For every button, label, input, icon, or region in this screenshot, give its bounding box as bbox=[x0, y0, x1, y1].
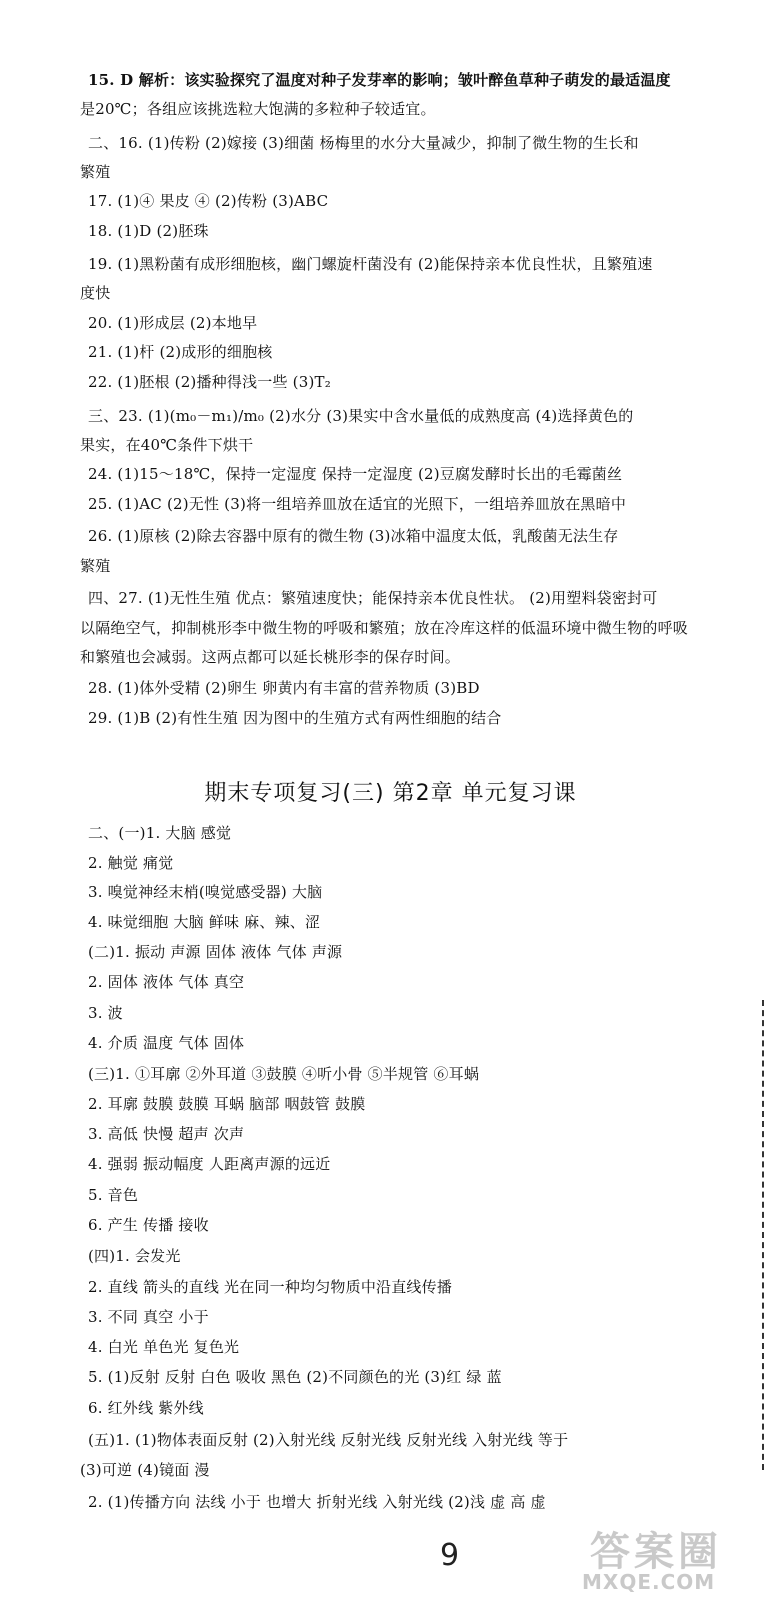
answer-line-28: 28. (1)体外受精 (2)卵生 卵黄内有丰富的营养物质 (3)BD bbox=[88, 679, 480, 697]
review-line-17: 3. 不同 真空 小于 bbox=[88, 1308, 209, 1326]
review-line-19: 5. (1)反射 反射 白色 吸收 黑色 (2)不同颜色的光 (3)红 绿 蓝 bbox=[88, 1368, 502, 1386]
answer-line-27-cont1: 以隔绝空气，抑制桃形李中微生物的呼吸和繁殖；放在冷库这样的低温环境中微生物的呼吸 bbox=[80, 619, 689, 637]
answer-line-29: 29. (1)B (2)有性生殖 因为图中的生殖方式有两性细胞的结合 bbox=[88, 709, 502, 727]
review-line-16: 2. 直线 箭头的直线 光在同一种均匀物质中沿直线传播 bbox=[88, 1278, 453, 1296]
review-line-1: 二、(一)1. 大脑 感觉 bbox=[88, 824, 232, 842]
site-watermark bbox=[578, 1520, 768, 1598]
review-line-6: 2. 固体 液体 气体 真空 bbox=[88, 973, 245, 991]
answer-line-26: 26. (1)原核 (2)除去容器中原有的微生物 (3)冰箱中温度太低，乳酸菌无法生存 bbox=[88, 527, 619, 545]
section-heading: 期末专项复习(三) 第2章 单元复习课 bbox=[204, 781, 577, 806]
review-line-5: (二)1. 振动 声源 固体 液体 气体 声源 bbox=[88, 943, 343, 961]
answer-line-21: 21. (1)杆 (2)成形的细胞核 bbox=[88, 343, 273, 361]
answer-line-24: 24. (1)15～18℃，保持一定湿度 保持一定湿度 (2)豆腐发酵时长出的毛霉菌丝 bbox=[88, 465, 623, 483]
review-line-10: 2. 耳廓 鼓膜 鼓膜 耳蜗 脑部 咽鼓管 鼓膜 bbox=[88, 1095, 366, 1113]
answer-line-27-cont2: 和繁殖也会减弱。这两点都可以延长桃形李的保存时间。 bbox=[80, 648, 461, 666]
answer-line-25: 25. (1)AC (2)无性 (3)将一组培养皿放在适宜的光照下，一组培养皿放在黑暗中 bbox=[88, 495, 627, 513]
answer-line-19: 19. (1)黑粉菌有成形细胞核，幽门螺旋杆菌没有 (2)能保持亲本优良性状，且繁殖速 bbox=[88, 255, 653, 273]
review-line-12: 4. 强弱 振动幅度 人距离声源的远近 bbox=[88, 1155, 331, 1173]
watermark-cn: 答案圈 bbox=[590, 1529, 722, 1575]
review-line-21-cont: (3)可逆 (4)镜面 漫 bbox=[80, 1461, 210, 1479]
review-line-3: 3. 嗅觉神经末梢(嗅觉感受器) 大脑 bbox=[88, 883, 323, 901]
answer-line-27: 四、27. (1)无性生殖 优点：繁殖速度快；能保持亲本优良性状。 (2)用塑料袋密封可 bbox=[88, 589, 658, 607]
answer-line-23: 三、23. (1)(m₀－m₁)/m₀ (2)水分 (3)果实中含水量低的成熟度高 (4)选择黄色的 bbox=[88, 407, 634, 425]
answer-line-22: 22. (1)胚根 (2)播种得浅一些 (3)T₂ bbox=[88, 373, 331, 391]
page-number: 9 bbox=[440, 1538, 460, 1573]
review-line-20: 6. 红外线 紫外线 bbox=[88, 1399, 204, 1417]
answer-line-23-cont: 果实，在40℃条件下烘干 bbox=[80, 436, 254, 454]
review-line-15: (四)1. 会发光 bbox=[88, 1247, 181, 1265]
review-line-18: 4. 白光 单色光 复色光 bbox=[88, 1338, 240, 1356]
review-line-7: 3. 波 bbox=[88, 1004, 123, 1022]
answer-line-15: 15. D 解析：该实验探究了温度对种子发芽率的影响；皱叶醉鱼草种子萌发的最适温度 bbox=[88, 71, 671, 89]
answer-line-18: 18. (1)D (2)胚珠 bbox=[88, 222, 209, 240]
answer-line-17: 17. (1)④ 果皮 ④ (2)传粉 (3)ABC bbox=[88, 192, 329, 210]
review-line-9: (三)1. ①耳廓 ②外耳道 ③鼓膜 ④听小骨 ⑤半规管 ⑥耳蜗 bbox=[88, 1065, 480, 1083]
answer-line-15-cont: 是20℃；各组应该挑选粒大饱满的多粒种子较适宜。 bbox=[80, 100, 436, 118]
answer-line-26-cont: 繁殖 bbox=[80, 557, 111, 575]
review-line-2: 2. 触觉 痛觉 bbox=[88, 854, 174, 872]
review-line-14: 6. 产生 传播 接收 bbox=[88, 1216, 209, 1234]
review-line-22: 2. (1)传播方向 法线 小于 也增大 折射光线 入射光线 (2)浅 虚 高 虚 bbox=[88, 1493, 546, 1511]
answer-line-16: 二、16. (1)传粉 (2)嫁接 (3)细菌 杨梅里的水分大量减少，抑制了微生物的生长和 bbox=[88, 134, 639, 152]
binding-cut-line bbox=[762, 1000, 766, 1470]
review-line-11: 3. 高低 快慢 超声 次声 bbox=[88, 1125, 245, 1143]
answer-line-16-cont: 繁殖 bbox=[80, 163, 111, 181]
answer-line-19-cont: 度快 bbox=[80, 284, 111, 302]
watermark-en: MXQE.COM bbox=[582, 1570, 716, 1594]
review-line-4: 4. 味觉细胞 大脑 鲜味 麻、辣、涩 bbox=[88, 913, 321, 931]
answer-line-20: 20. (1)形成层 (2)本地早 bbox=[88, 314, 258, 332]
review-line-8: 4. 介质 温度 气体 固体 bbox=[88, 1034, 245, 1052]
review-line-21: (五)1. (1)物体表面反射 (2)入射光线 反射光线 反射光线 入射光线 等于 bbox=[88, 1431, 569, 1449]
review-line-13: 5. 音色 bbox=[88, 1186, 139, 1204]
